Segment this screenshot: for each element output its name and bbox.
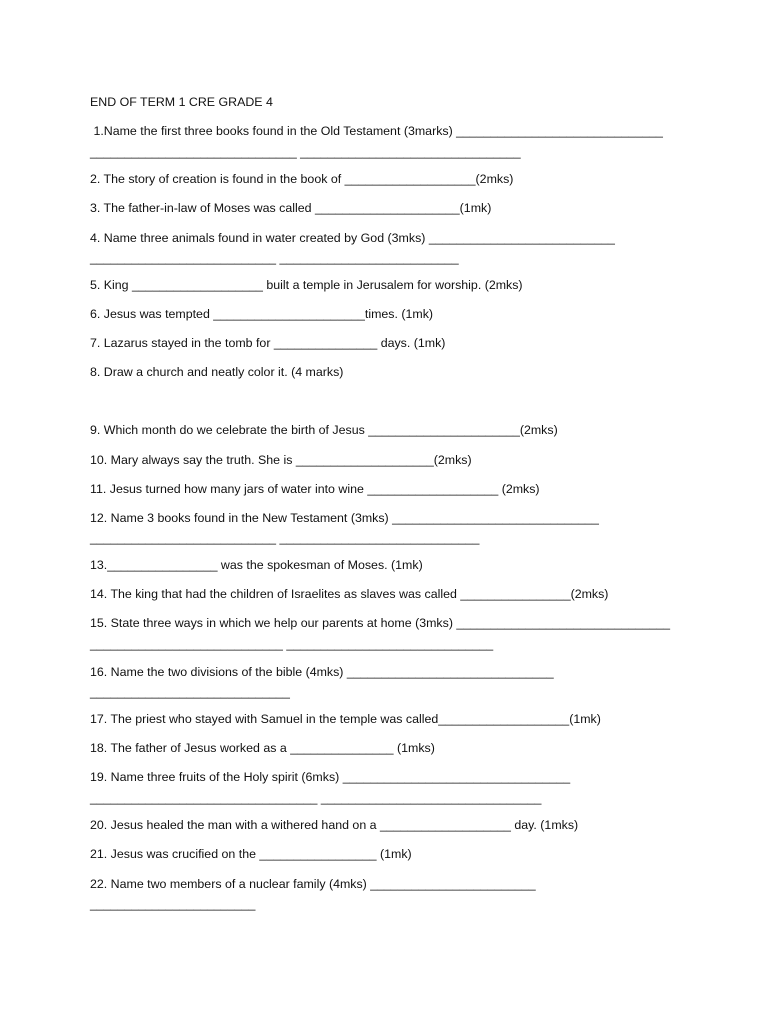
question-3: 3. The father-in-law of Moses was called _____________________(1mk) bbox=[90, 201, 492, 215]
question-8: 8. Draw a church and neatly color it. (4 marks) bbox=[90, 365, 344, 379]
question-22-line-1: 22. Name two members of a nuclear family (4mks) ________________________ bbox=[90, 877, 536, 891]
question-18: 18. The father of Jesus worked as a _______________ (1mks) bbox=[90, 741, 435, 755]
question-22-line-2: ________________________ bbox=[90, 897, 256, 911]
question-21: 21. Jesus was crucified on the _________________ (1mk) bbox=[90, 847, 412, 861]
question-1-line-2: ______________________________ ________________________________ bbox=[90, 145, 521, 159]
question-11: 11. Jesus turned how many jars of water into wine ___________________ (2mks) bbox=[90, 482, 540, 496]
question-16-line-2: _____________________________ bbox=[90, 685, 290, 699]
question-5: 5. King ___________________ built a temple in Jerusalem for worship. (2mks) bbox=[90, 278, 523, 292]
question-2: 2. The story of creation is found in the book of ___________________(2mks) bbox=[90, 172, 514, 186]
question-4-line-2: ___________________________ __________________________ bbox=[90, 251, 459, 265]
question-7: 7. Lazarus stayed in the tomb for _______________ days. (1mk) bbox=[90, 336, 446, 350]
question-6: 6. Jesus was tempted ______________________times. (1mk) bbox=[90, 307, 434, 321]
question-19-line-2: _________________________________ ________________________________ bbox=[90, 791, 542, 805]
question-20: 20. Jesus healed the man with a withered hand on a ___________________ day. (1mks) bbox=[90, 818, 579, 832]
question-15-line-2: ____________________________ ______________________________ bbox=[90, 637, 494, 651]
question-9: 9. Which month do we celebrate the birth of Jesus ______________________(2mks) bbox=[90, 423, 558, 437]
question-10: 10. Mary always say the truth. She is ____________________(2mks) bbox=[90, 453, 472, 467]
question-12-line-2: ___________________________ _____________________________ bbox=[90, 531, 480, 545]
question-12-line-1: 12. Name 3 books found in the New Testament (3mks) ______________________________ bbox=[90, 511, 599, 525]
page-title: END OF TERM 1 CRE GRADE 4 bbox=[90, 95, 273, 109]
question-17: 17. The priest who stayed with Samuel in the temple was called___________________(1mk) bbox=[90, 712, 601, 726]
question-19-line-1: 19. Name three fruits of the Holy spirit (6mks) _________________________________ bbox=[90, 770, 571, 784]
question-15-line-1: 15. State three ways in which we help our parents at home (3mks) _______________________________ bbox=[90, 616, 671, 630]
question-13: 13.________________ was the spokesman of Moses. (1mk) bbox=[90, 558, 423, 572]
question-1-line-1: 1.Name the first three books found in the Old Testament (3marks) ______________________________ bbox=[90, 124, 663, 138]
question-4-line-1: 4. Name three animals found in water created by God (3mks) ___________________________ bbox=[90, 231, 615, 245]
question-14: 14. The king that had the children of Israelites as slaves was called ________________(2mks) bbox=[90, 587, 609, 601]
question-16-line-1: 16. Name the two divisions of the bible (4mks) ______________________________ bbox=[90, 665, 554, 679]
